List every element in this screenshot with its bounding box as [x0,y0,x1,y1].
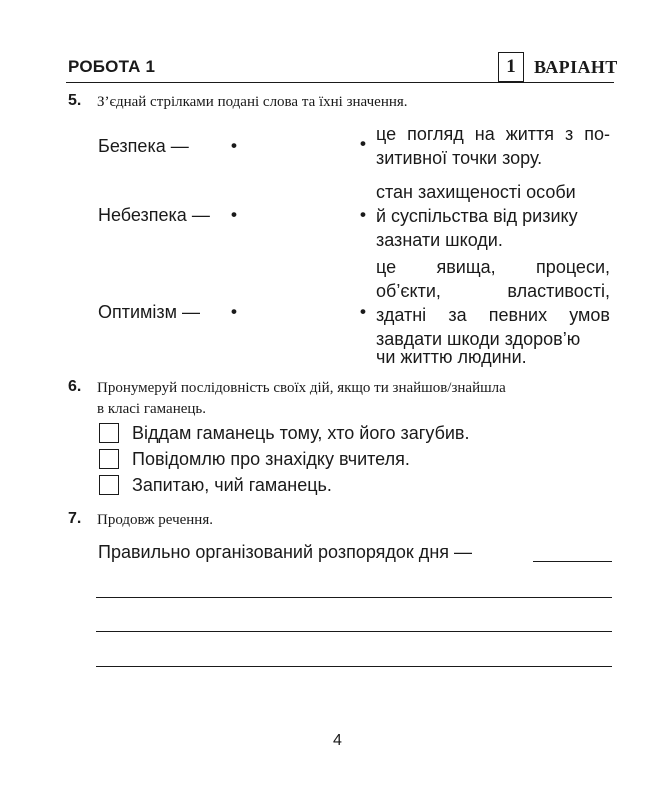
task-7-number: 7. [68,510,82,527]
definition-3-line-5: чи життю людини. [376,347,527,367]
option-2-checkbox[interactable] [99,449,119,469]
definition-1-line-2: зитивної точки зору. [376,148,543,168]
definition-1-dot[interactable]: • [360,134,366,153]
option-3-checkbox[interactable] [99,475,119,495]
definition-1-line-1: це погляд на життя з по- [376,124,610,144]
task-7-instruction: Продовж речення. [97,512,213,528]
task-5-instruction: З’єднай стрілками подані слова та їхні значення. [97,94,408,110]
answer-line-inline[interactable] [533,561,612,562]
answer-line-2[interactable] [96,631,612,632]
option-1-checkbox[interactable] [99,423,119,443]
answer-line-1[interactable] [96,597,612,598]
header-divider [66,82,614,83]
term-optimism: Оптимізм — [98,302,201,322]
term-danger: Небезпека — [98,205,210,225]
sentence-start: Правильно організований розпорядок дня — [98,542,473,562]
option-1-label: Віддам гаманець тому, хто його загубив. [132,423,470,443]
definition-3-line-2: об’єкти, властивості, [376,281,610,301]
answer-line-3[interactable] [96,666,612,667]
work-title: РОБОТА 1 [68,57,156,76]
option-2-label: Повідомлю про знахідку вчителя. [132,449,410,469]
term-safety-dot[interactable]: • [231,136,237,155]
term-optimism-dot[interactable]: • [231,302,237,321]
term-safety: Безпека — [98,136,189,156]
definition-3-line-4: завдати шкоди здоров’ю [376,329,581,349]
definition-2-dot[interactable]: • [360,205,366,224]
definition-2-line-3: зазнати шкоди. [376,230,503,250]
definition-3-dot[interactable]: • [360,302,366,321]
definition-2-line-1: стан захищеності особи [376,182,576,202]
definition-3-line-1: це явища, процеси, [376,257,610,277]
task-5-number: 5. [68,92,82,109]
term-danger-dot[interactable]: • [231,205,237,224]
variant-number-box: 1 [498,52,524,82]
variant-label: ВАРІАНТ [534,57,618,77]
task-6-instruction-line-2: в класі гаманець. [97,401,206,417]
task-6-number: 6. [68,378,82,395]
option-3-label: Запитаю, чий гаманець. [132,475,332,495]
page-number: 4 [333,732,342,749]
definition-2-line-2: й суспільства від ризику [376,206,578,226]
definition-3-line-3: здатні за певних умов [376,305,610,325]
task-6-instruction-line-1: Пронумеруй послідовність своїх дій, якщо ти знайшов/знайшла [97,380,506,396]
